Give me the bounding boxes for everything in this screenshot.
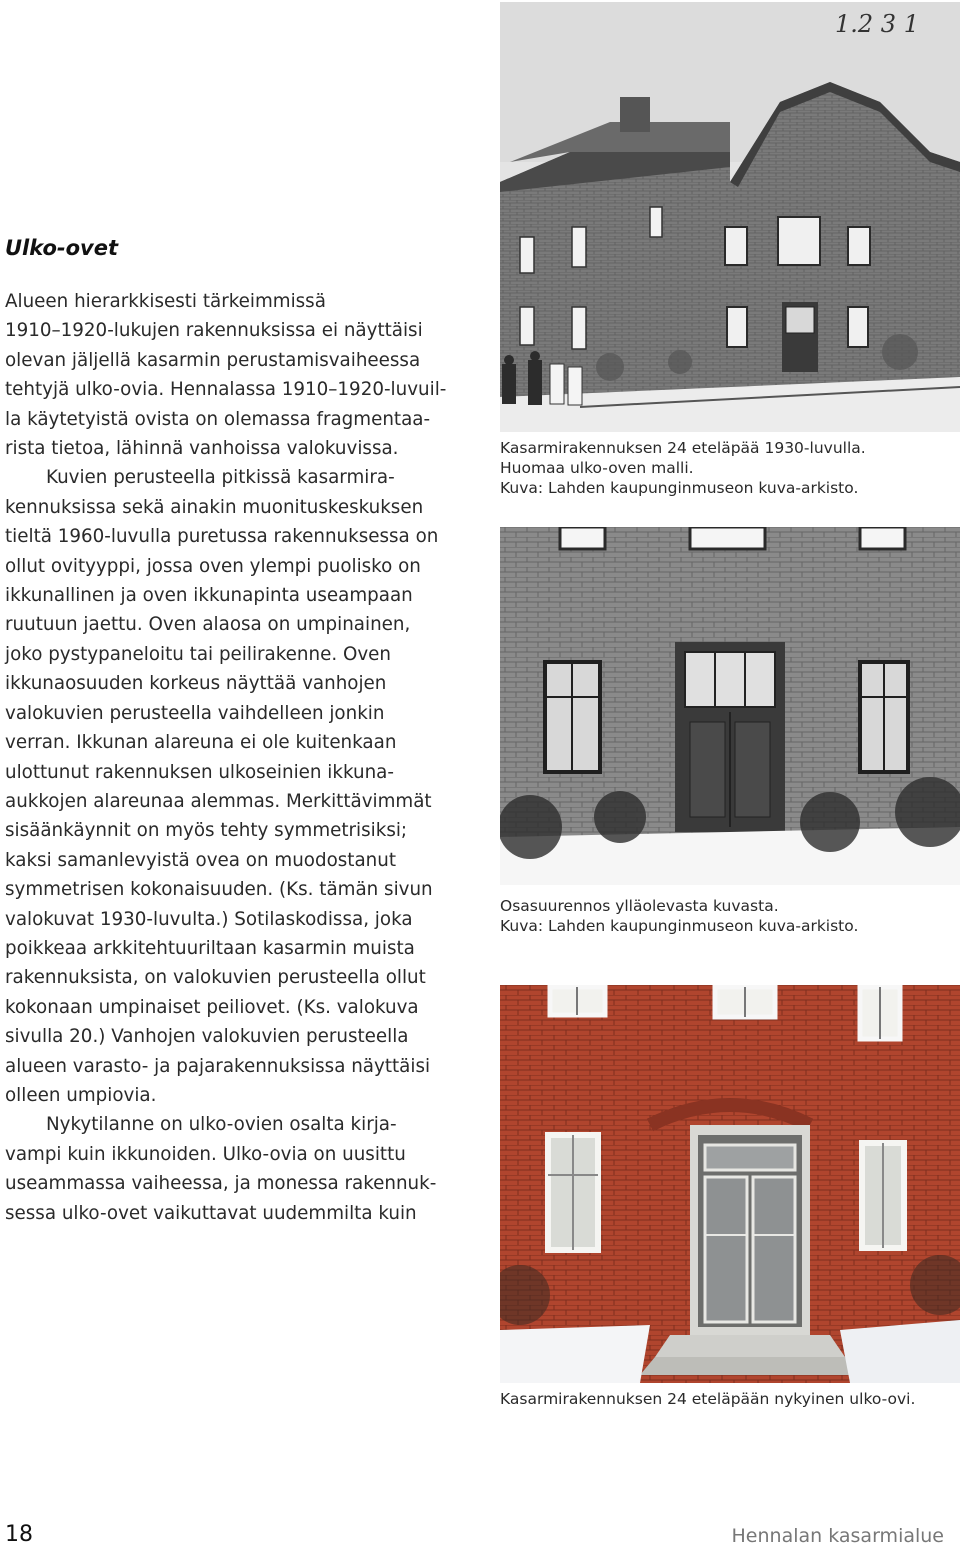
- body-text-line: valokuvien perusteella vaihdelleen jonkin: [5, 702, 385, 724]
- photo-caption: Kasarmirakennuksen 24 eteläpää 1930-luvulla. Huomaa ulko-oven malli. Kuva: Lahden kaupunginmuseon kuva-arkisto.: [500, 439, 866, 497]
- body-text-line: Kuvien perusteella pitkissä kasarmira-: [46, 467, 395, 489]
- body-text-line: ruutuun jaettu. Oven alaosa on umpinainen,: [5, 614, 411, 636]
- body-text-line: Alueen hierarkkisesti tärkeimmissä: [5, 291, 326, 312]
- body-text-line: 1910–1920-lukujen rakennuksissa ei näyttäisi: [5, 320, 423, 342]
- body-text-line: ikkunaosuuden korkeus näyttää vanhojen: [5, 673, 387, 695]
- body-text: [5, 287, 445, 1228]
- photo-caption: Kasarmirakennuksen 24 eteläpään nykyinen ulko-ovi.: [500, 1390, 916, 1408]
- body-text-line: rakennuksista, on valokuvien perusteella ollut: [5, 967, 426, 989]
- body-text-line: kennuksissa sekä ainakin muonituskeskuksen: [5, 496, 424, 518]
- body-text-line: rista tietoa, lähinnä vanhoissa valokuvissa.: [5, 438, 399, 460]
- body-text-line: poikkeaa arkkitehtuuriltaan kasarmin muista: [5, 937, 415, 959]
- body-text-line: sisäänkäynnit on myös tehty symmetrisiksi;: [5, 820, 408, 842]
- body-text-line: valokuvat 1930-luvulta.) Sotilaskodissa, joka: [5, 908, 413, 930]
- body-text-line: tehtyjä ulko-ovia. Hennalassa 1910–1920-luvuil-: [5, 379, 447, 401]
- body-text-line: aukkojen alareunaa alemmas. Merkittävimmät: [5, 790, 432, 812]
- body-text-line: tieltä 1960-luvulla puretussa rakennuksessa on: [5, 526, 439, 548]
- present-day-door-photo: [500, 985, 960, 1383]
- body-text-line: ollut ovityyppi, jossa oven ylempi puolisko on: [5, 555, 421, 577]
- body-text-line: alueen varasto- ja pajarakennuksissa näyttäisi: [5, 1055, 431, 1077]
- body-text-line: olleen umpiovia.: [5, 1084, 157, 1106]
- body-text-line: symmetrisen kokonaisuuden. (Ks. tämän sivun: [5, 879, 433, 901]
- body-text-line: olevan jäljellä kasarmin perustamisvaiheessa: [5, 349, 421, 371]
- body-text-line: sivulla 20.) Vanhojen valokuvien perusteella: [5, 1026, 409, 1048]
- body-text-line: ikkunallinen ja oven ikkunapinta useampaan: [5, 585, 413, 607]
- body-text-line: la käytetyistä ovista on olemassa fragmentaa-: [5, 408, 431, 430]
- detail-enlargement-photo: [500, 527, 960, 885]
- body-text-line: sessa ulko-ovet vaikuttavat uudemmilta kuin: [5, 1202, 417, 1224]
- page-number: 18: [5, 1522, 33, 1547]
- body-text-line: kaksi samanlevyistä ovea on muodostanut: [5, 849, 396, 871]
- running-title: Hennalan kasarmialue: [731, 1525, 944, 1547]
- historic-building-photo: [500, 2, 960, 432]
- section-heading: Ulko-ovet: [5, 236, 119, 260]
- body-text-line: verran. Ikkunan alareuna ei ole kuitenkaan: [5, 732, 397, 754]
- handwritten-note: 1.2 3 1: [835, 10, 919, 38]
- photo-caption: Osasuurennos ylläolevasta kuvasta. Kuva: Lahden kaupunginmuseon kuva-arkisto.: [500, 897, 859, 935]
- body-text-line: Nykytilanne on ulko-ovien osalta kirja-: [46, 1114, 397, 1136]
- body-text-line: kokonaan umpinaiset peiliovet. (Ks. valokuva: [5, 996, 419, 1018]
- body-text-line: vampi kuin ikkunoiden. Ulko-ovia on uusittu: [5, 1143, 406, 1165]
- body-text-line: useammassa vaiheessa, ja monessa rakennuk-: [5, 1173, 437, 1195]
- body-text-line: joko pystypaneloitu tai peilirakenne. Oven: [5, 643, 392, 665]
- body-text-line: ulottunut rakennuksen ulkoseinien ikkuna-: [5, 761, 394, 783]
